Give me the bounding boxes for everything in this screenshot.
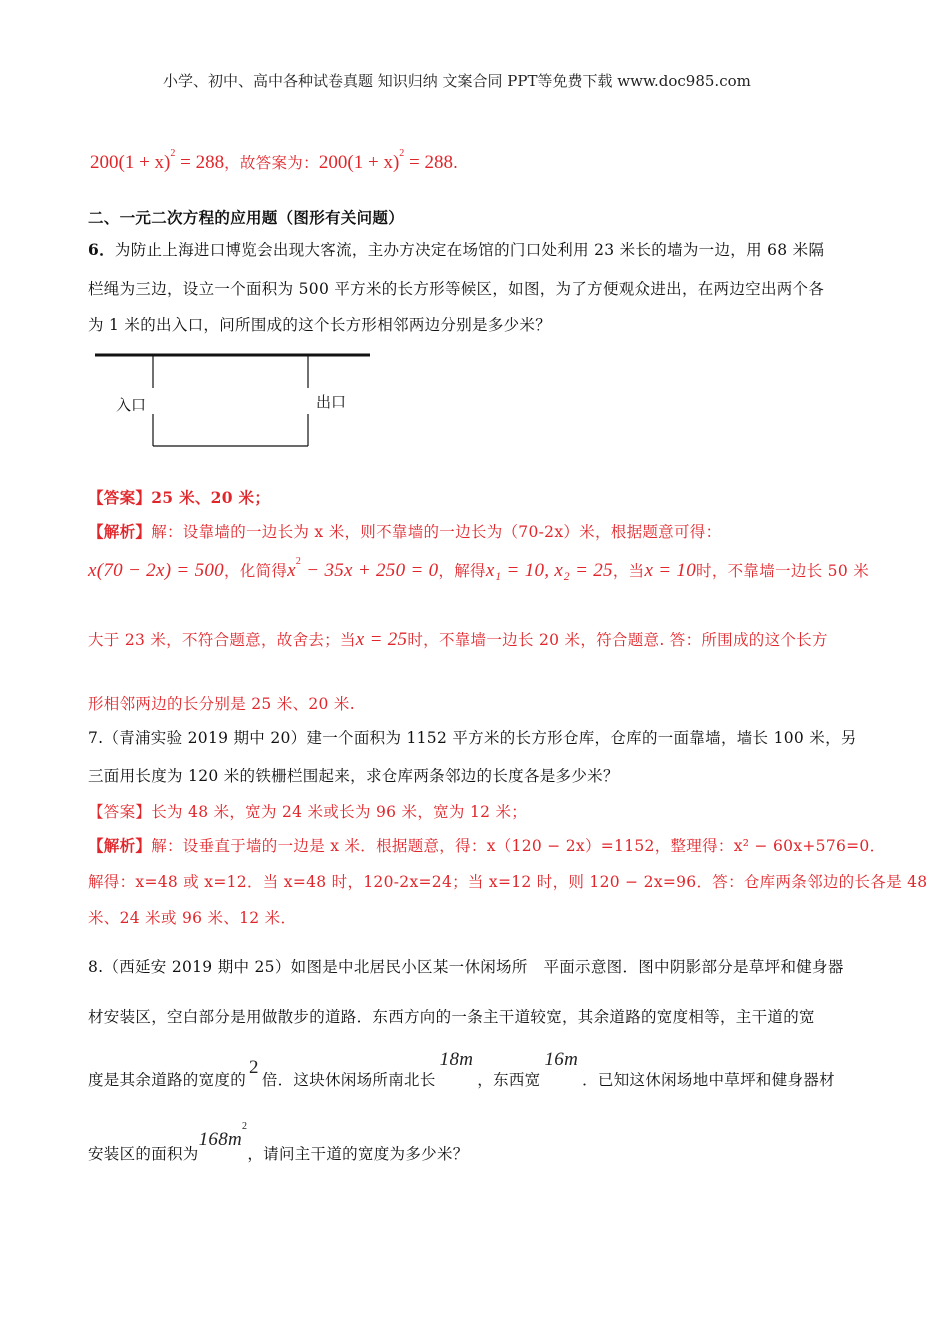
q6-analysis-line-4: 形相邻两边的长分别是 25 米、20 米.: [88, 695, 355, 713]
q6-line-3: 为 1 米的出入口，问所围成的这个长方形相邻两边分别是多少米？: [88, 316, 552, 334]
q7-analysis-line-1: [88, 834, 885, 856]
q7-answer: 【答案】长为 48 米，宽为 24 米或长为 96 米，宽为 12 米；: [88, 803, 528, 821]
q6-eq-roots: x₁ = 10, x₂ = 25: [485, 560, 613, 581]
exit-label: 出口: [316, 393, 347, 411]
q6-number: 6．: [88, 240, 115, 259]
equation-1-exponent: 2: [170, 148, 176, 159]
q6-text-50m: 时，不靠墙一边长 50 米: [696, 562, 870, 580]
q6-eq-simplified-b: − 35x + 250 = 0: [301, 560, 439, 581]
q6-analysis-line-3: [88, 628, 828, 651]
equation-2-rhs: = 288: [404, 152, 453, 173]
q6-text-simplify: ，化简得: [223, 562, 288, 580]
page-header: 小学、初中、高中各种试卷真题 知识归纳 文案合同 PPT等免费下载 www.doc985.com: [163, 72, 751, 90]
answer-prefix: ，故答案为：: [224, 154, 319, 172]
q7-analysis-tag: 【解析】: [88, 836, 152, 855]
q7-analysis-line-2: 解得：x=48 或 x=12．当 x=48 时，120-2x=24；当 x=12 时，则 120 − 2x=96．答：仓库两条邻边的长各是 48: [88, 873, 928, 891]
q6-line-2: 栏绳为三边，设立一个面积为 500 平方米的长方形等候区，如图，为了方便观众进出，在两边空出两个各: [88, 280, 825, 298]
answer-line-q5: [90, 148, 458, 174]
q8-math-18m: 18m: [439, 1049, 474, 1070]
q8-math-2: 2: [249, 1057, 259, 1078]
q6-answer: 【答案】25 米、20 米；: [88, 488, 271, 507]
q6-eq-simplified-exp: 2: [295, 556, 302, 567]
q8-text-area-is: 安装区的面积为: [88, 1145, 199, 1163]
q8-line-2: 材安装区，空白部分是用做散步的道路．东西方向的一条主干道较宽，其余道路的宽度相等，主干道的宽: [88, 1008, 815, 1026]
q6-text-accept: 时，不靠墙一边长 20 米，符合题意. 答：所围成的这个长方: [407, 631, 828, 649]
q7-line-2: 三面用长度为 120 米的铁栅栏围起来，求仓库两条邻边的长度各是多少米？: [88, 767, 619, 785]
q6-analysis-text-1: 解：设靠墙的一边长为 x 米，则不靠墙的一边长为（70-2x）米，根据题意可得：: [151, 523, 722, 541]
q6-analysis-tag: 【解析】: [88, 522, 152, 541]
q6-eq-x25: x = 25: [355, 629, 408, 650]
q8-line-4: [88, 1120, 469, 1166]
q8-text-question: ，请问主干道的宽度为多少米？: [247, 1145, 469, 1163]
q6-eq-simplified-a: x: [287, 560, 296, 581]
q8-text-ratio: 度是其余道路的宽度的: [88, 1071, 247, 1089]
q6-analysis-line-1: [88, 520, 721, 542]
section-title: 二、一元二次方程的应用题（图形有关问题）: [88, 208, 405, 227]
equation-2: 200(1 + x): [318, 152, 400, 173]
q7-line-1: 7.（青浦实验 2019 期中 20）建一个面积为 1152 平方米的长方形仓库，仓库的一面靠墙，墙长 100 米，另: [88, 729, 857, 747]
q6-text-solve: ，解得: [438, 562, 486, 580]
equation-1: 200(1 + x): [90, 152, 171, 173]
q8-text-ew: ，东西宽: [477, 1071, 541, 1089]
q6-eq-x10: x = 10: [644, 560, 697, 581]
q8-line-1: 8.（西延安 2019 期中 25）如图是中北居民小区某一休闲场所 平面示意图．图中阴影部分是草坪和健身器: [88, 958, 844, 976]
equation-1-rhs: = 288: [175, 152, 225, 173]
q7-analysis-text-1: 解：设垂直于墙的一边是 x 米．根据题意，得：x（120 − 2x）=1152，整理得：x² − 60x+576=0．: [151, 837, 886, 855]
q8-math-168m-exp: 2: [242, 1120, 248, 1132]
q6-line-1: [88, 238, 824, 260]
q8-math-168m: 168m: [198, 1129, 243, 1150]
q8-math-16m: 16m: [544, 1049, 579, 1070]
q8-text-ns: 倍．这块休闲场所南北长: [261, 1071, 436, 1089]
q8-line-3: [88, 1050, 835, 1090]
q6-eq-setup: x(70 − 2x) = 500: [88, 560, 224, 581]
q6-text-reject: 大于 23 米，不符合题意，故舍去；当: [88, 631, 356, 649]
q6-text-when: ，当: [612, 562, 645, 580]
q8-text-area: ．已知这休闲场地中草坪和健身器材: [582, 1071, 835, 1089]
q6-text-1: 为防止上海进口博览会出现大客流，主办方决定在场馆的门口处利用 23 米长的墙为一边，用 68 米隔: [114, 241, 825, 259]
entry-label: 入口: [116, 396, 147, 414]
equation-2-exponent: 2: [399, 148, 405, 159]
answer-end: .: [453, 154, 459, 172]
q7-analysis-line-3: 米、24 米或 96 米、12 米．: [88, 909, 297, 927]
q6-analysis-line-2: [88, 556, 869, 582]
